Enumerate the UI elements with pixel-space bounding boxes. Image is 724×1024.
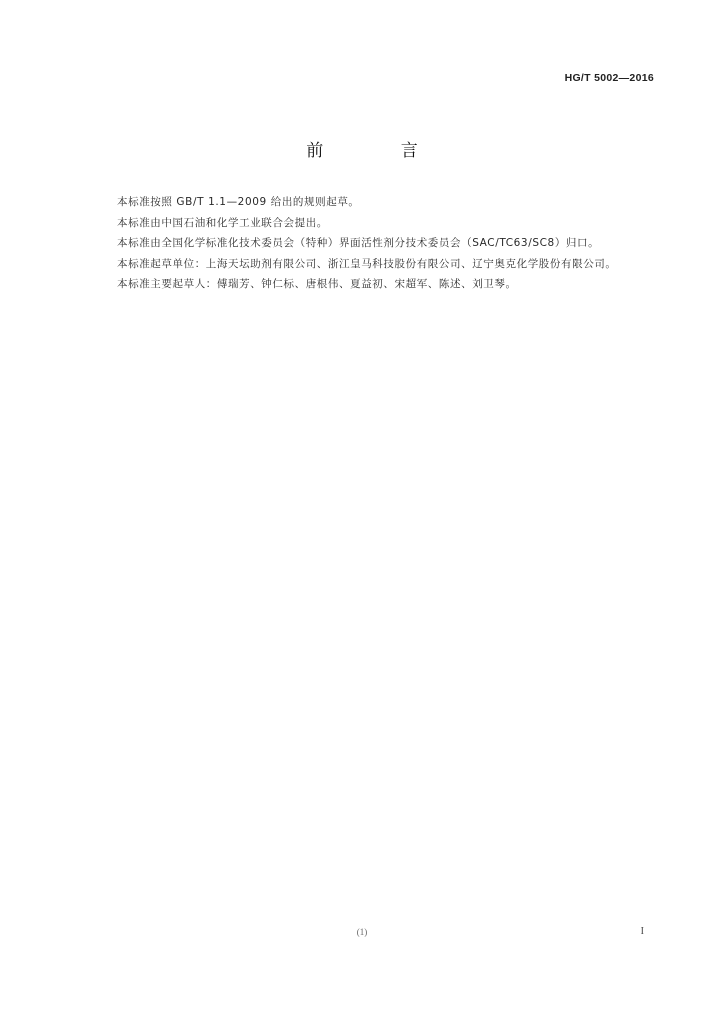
page-number: I [640,926,644,937]
standard-code: HG/T 5002—2016 [564,72,654,84]
paragraph-administered-by: 本标准由全国化学标准化技术委员会（特种）界面活性剂分技术委员会（SAC/TC63/SC8）归口。 [117,237,600,249]
paragraph-proposed-by: 本标准由中国石油和化学工业联合会提出。 [117,216,328,229]
paragraph-drafting-rules: 本标准按照 GB/T 1.1—2009 给出的规则起草。 [117,196,360,208]
footer-mark: (1) [356,927,368,937]
foreword-body [85,192,655,295]
paragraph-drafters: 本标准主要起草人：傅瑞芳、钟仁标、唐根伟、夏益初、宋超军、陈述、刘卫琴。 [117,278,517,290]
page-title: 前 言 [306,141,454,161]
paragraph-drafting-units: 本标准起草单位：上海天坛助剂有限公司、浙江皇马科技股份有限公司、辽宁奥克化学股份有限公司。 [117,257,617,270]
